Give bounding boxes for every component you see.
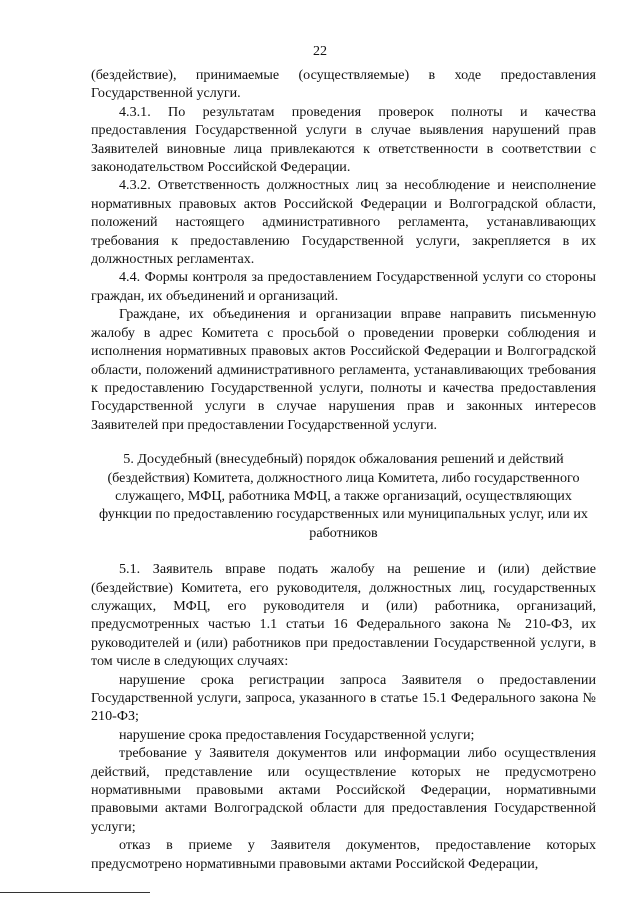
document-body — [91, 66, 596, 873]
bottom-scan-line — [0, 892, 150, 893]
section-5-heading: 5. Досудебный (внесудебный) порядок обжалования решений и действий (бездействия) Комитета, должностного лица Комитета, либо государственного служащего, МФЦ, работника МФЦ, а также организаций, осуществляющих функции по предоставлению государственных или муниципальных услуг, или их работников — [99, 451, 588, 541]
list-item-documents-requirement: требование у Заявителя документов или информации либо осуществления действий, представление или осуществление которых не предусмотрено нормативными правовыми актами Российской Федерации, нормативными правовыми актами Волгоградской области для предоставления Государственной услуги; — [91, 745, 596, 835]
paragraph-4-3-1: 4.3.1. По результатам проведения проверок полноты и качества предоставления Государственной услуги в случае выявления нарушений прав Заявителей виновные лица привлекаются к ответственности в соответствии с законодательством Российской Федерации. — [91, 103, 596, 176]
list-item-service-deadline: нарушение срока предоставления Государственной услуги; — [119, 726, 475, 743]
paragraph-top-0: (бездействие), принимаемые (осуществляемые) в ходе предоставления Государственной услуги. — [91, 67, 596, 102]
paragraph-4-3-2: 4.3.2. Ответственность должностных лиц за несоблюдение и неисполнение нормативных правовых актов Российской Федерации и Волгоградской области, положений настоящего административного регламента, устанавливающих требования к предоставлению Государственной услуги, закрепляется в их должностных регламентах. — [91, 177, 596, 268]
paragraph-4-4: 4.4. Формы контроля за предоставлением Государственной услуги со стороны граждан, их объединений и организаций. — [91, 269, 596, 304]
list-item-registration-deadline: нарушение срока регистрации запроса Заявителя о предоставлении Государственной услуги, запроса, указанного в статье 15.1 Федерального закона № 210-ФЗ; — [91, 671, 596, 725]
list-item-refusal: отказ в приеме у Заявителя документов, предоставление которых предусмотрено нормативными правовыми актами Российской Федерации, — [91, 837, 596, 872]
paragraph-5-1: 5.1. Заявитель вправе подать жалобу на решение и (или) действие (бездействие) Комитета, его руководителя, должностных лиц, государственных служащих, МФЦ, его руководителя и (или) работника, организаций, предусмотренных частью 1.1 статьи 16 Федерального закона № 210-ФЗ, их руководителей и (или) работников при предоставлении Государственной услуги, в том числе в следующих случаях: — [91, 561, 596, 670]
page-number: 22 — [312, 43, 328, 59]
paragraph-citizens-complaint: Граждане, их объединения и организации вправе направить письменную жалобу в адрес Комитета с просьбой о проведении проверки соблюдения и исполнения нормативных правовых актов Российской Федерации и Волгоградской области, положений административного регламента, устанавливающих требования к предоставлению Государственной услуги, полноты и качества предоставления Государственной услуги в случае нарушения прав и законных интересов Заявителей при предоставлении Государственной услуги. — [91, 306, 596, 433]
